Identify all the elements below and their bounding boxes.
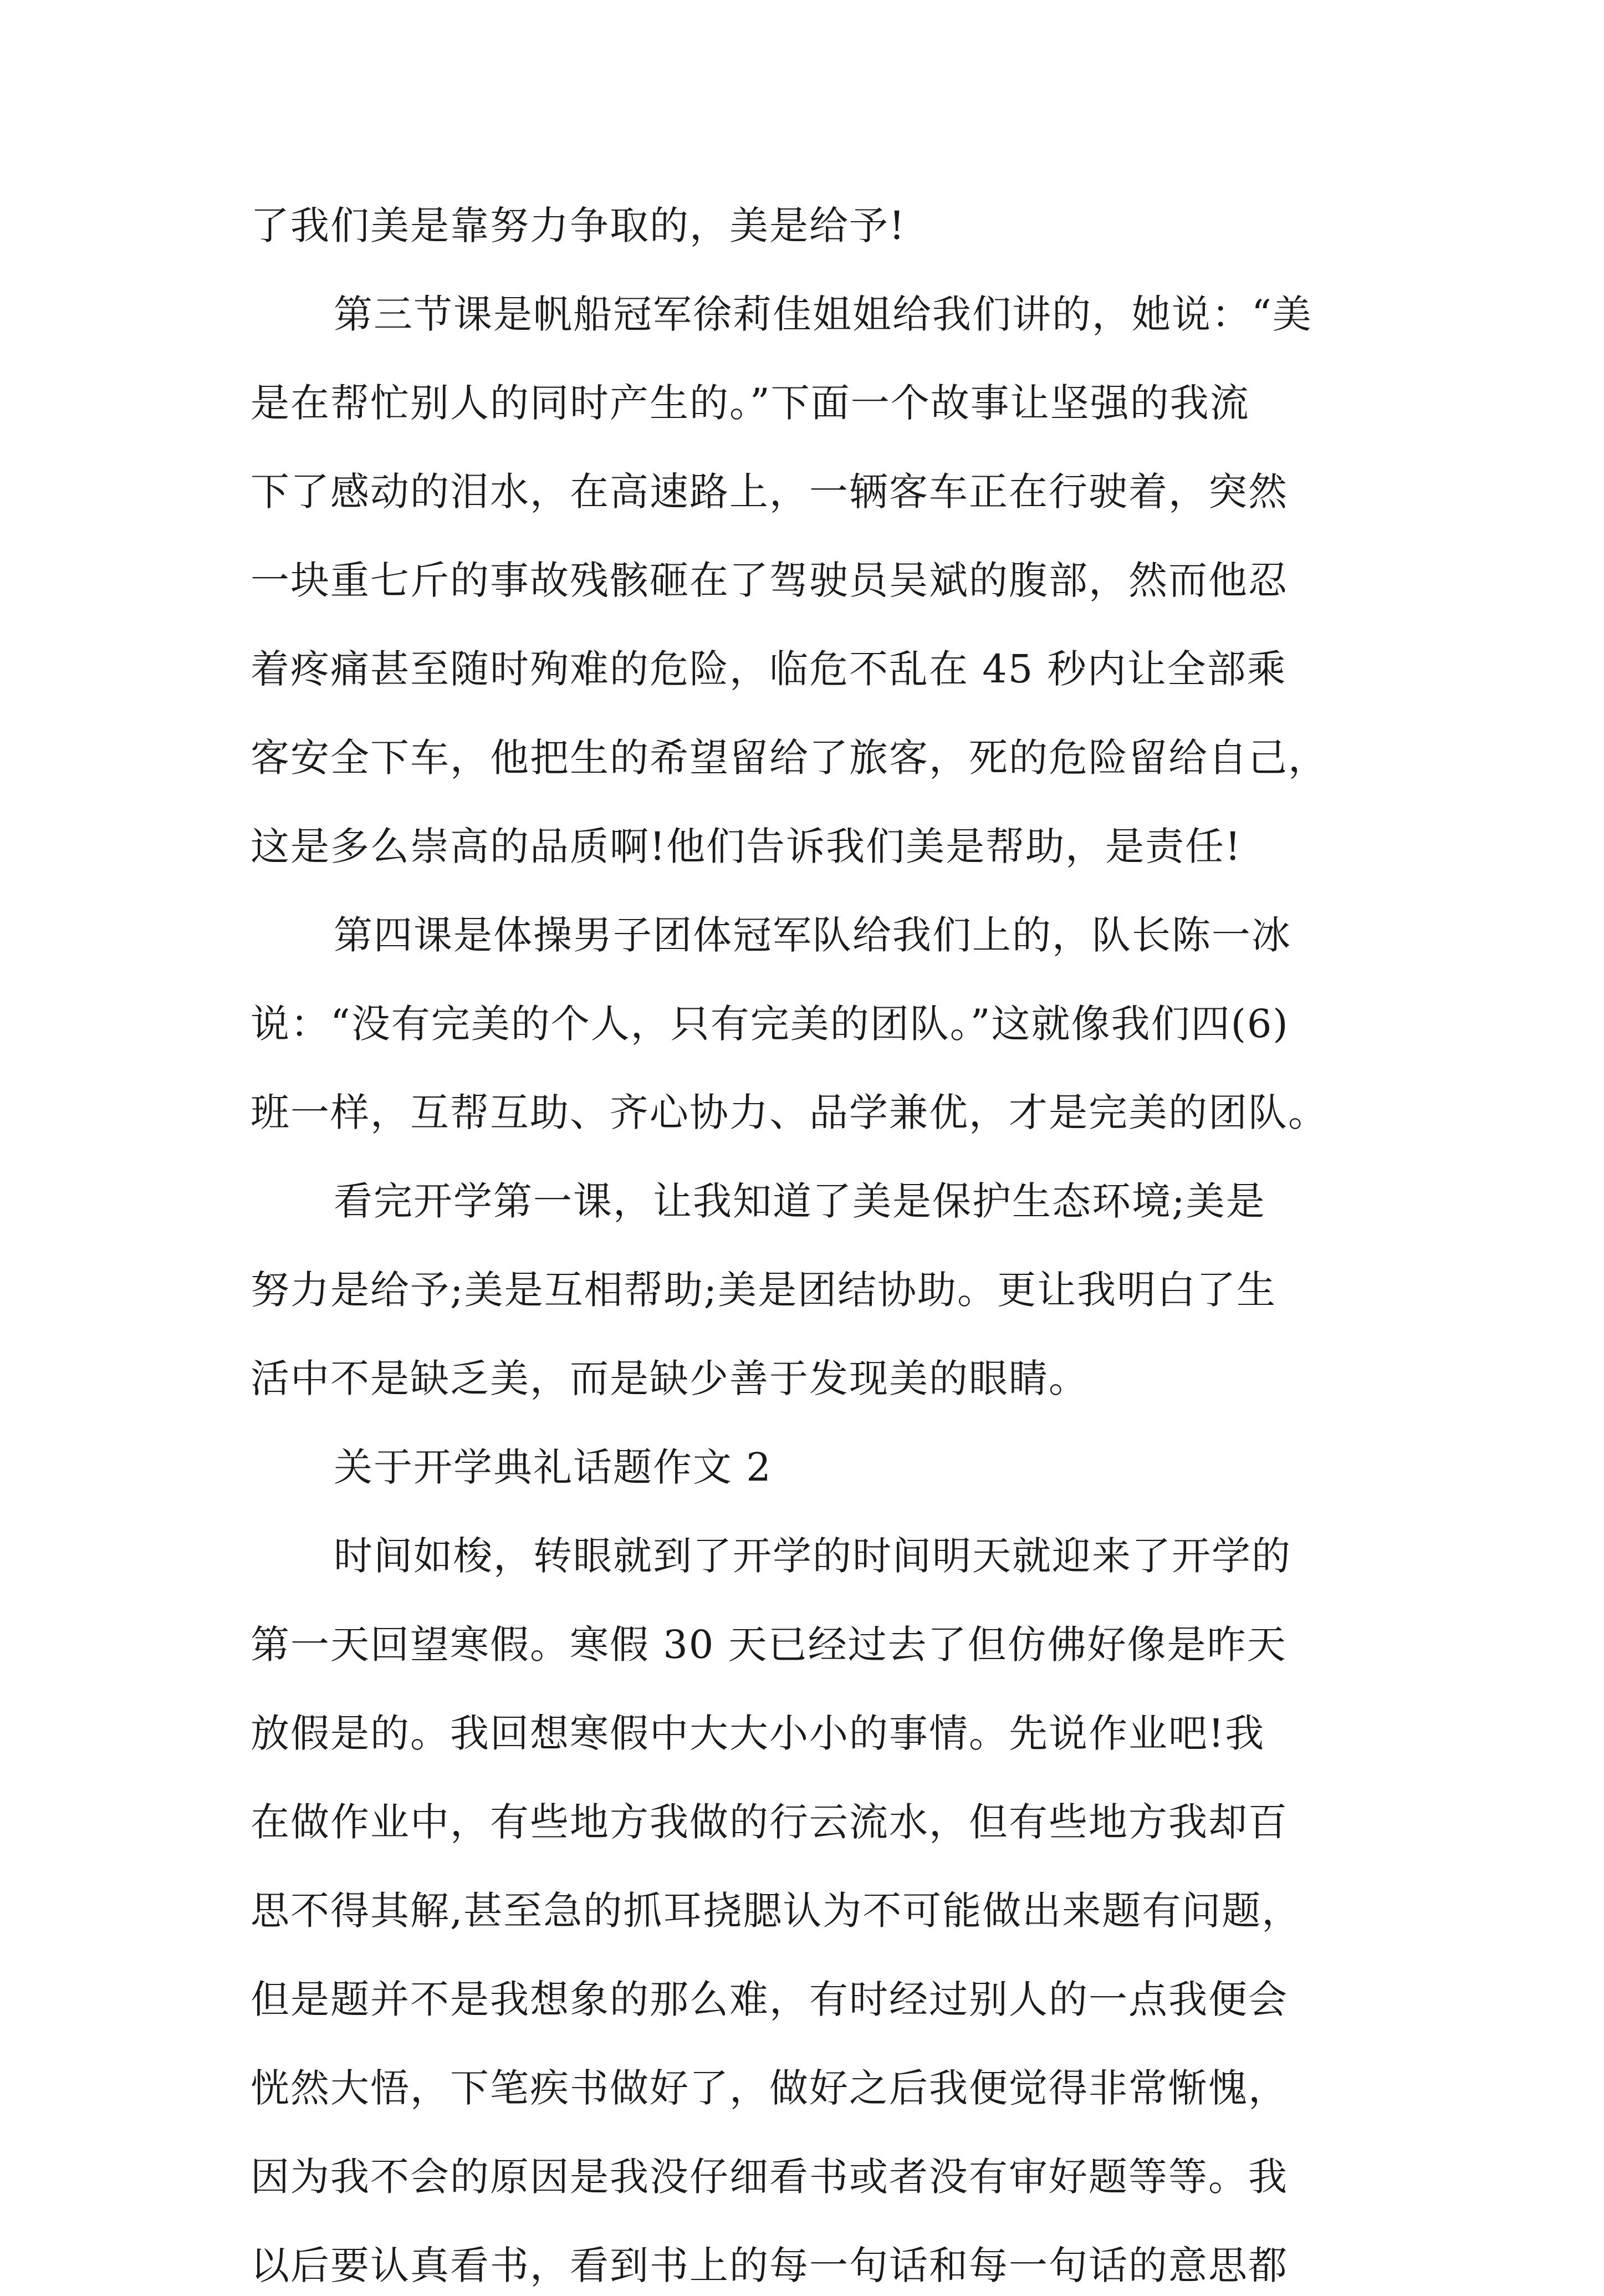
text-line: 努力是给予;美是互相帮助;美是团结协助。更让我明白了生 bbox=[251, 1267, 1277, 1313]
text-line: 放假是的。我回想寒假中大大小小的事情。先说作业吧!我 bbox=[251, 1711, 1265, 1756]
section-heading: 关于开学典礼话题作文 2 bbox=[334, 1445, 772, 1490]
text-line: 思不得其解,甚至急的抓耳挠腮认为不可能做出来题有问题， bbox=[251, 1888, 1302, 1933]
text-line: 客安全下车，他把生的希望留给了旅客，死的危险留给自己， bbox=[251, 735, 1328, 780]
text-line: 但是题并不是我想象的那么难，有时经过别人的一点我便会 bbox=[251, 1977, 1288, 2022]
text-line: 班一样，互帮互助、齐心协力、品学兼优，才是完美的团队。 bbox=[251, 1090, 1328, 1135]
text-line: 着疼痛甚至随时殉难的危险，临危不乱在 45 秒内让全部乘 bbox=[251, 646, 1287, 692]
text-line: 看完开学第一课，让我知道了美是保护生态环境;美是 bbox=[334, 1178, 1266, 1224]
text-line: 以后要认真看书，看到书上的每一句话和每一句话的意思都 bbox=[251, 2243, 1288, 2288]
text-line: 活中不是缺乏美，而是缺少善于发现美的眼睛。 bbox=[251, 1356, 1089, 1401]
text-line: 第一天回望寒假。寒假 30 天已经过去了但仿佛好像是昨天 bbox=[251, 1622, 1287, 1667]
text-line: 因为我不会的原因是我没仔细看书或者没有审好题等等。我 bbox=[251, 2154, 1288, 2200]
text-line: 时间如梭，转眼就到了开学的时间明天就迎来了开学的 bbox=[334, 1533, 1291, 1579]
text-line: 说：“没有完美的个人，只有完美的团队。”这就像我们四(6) bbox=[251, 1001, 1289, 1047]
text-line: 一块重七斤的事故残骸砸在了驾驶员吴斌的腹部，然而他忍 bbox=[251, 558, 1288, 603]
text-line: 了我们美是靠努力争取的，美是给予! bbox=[251, 203, 906, 248]
text-line: 是在帮忙别人的同时产生的。”下面一个故事让坚强的我流 bbox=[251, 380, 1250, 426]
text-line: 第三节课是帆船冠军徐莉佳姐姐给我们讲的，她说：“美 bbox=[334, 292, 1312, 337]
text-line: 第四课是体操男子团体冠军队给我们上的，队长陈一冰 bbox=[334, 912, 1291, 958]
text-line: 这是多么崇高的品质啊!他们告诉我们美是帮助，是责任! bbox=[251, 824, 1242, 869]
text-line: 下了感动的泪水，在高速路上，一辆客车正在行驶着，突然 bbox=[251, 469, 1288, 514]
text-line: 恍然大悟，下笔疾书做好了，做好之后我便觉得非常惭愧， bbox=[251, 2065, 1288, 2111]
text-line: 在做作业中，有些地方我做的行云流水，但有些地方我却百 bbox=[251, 1799, 1288, 1845]
